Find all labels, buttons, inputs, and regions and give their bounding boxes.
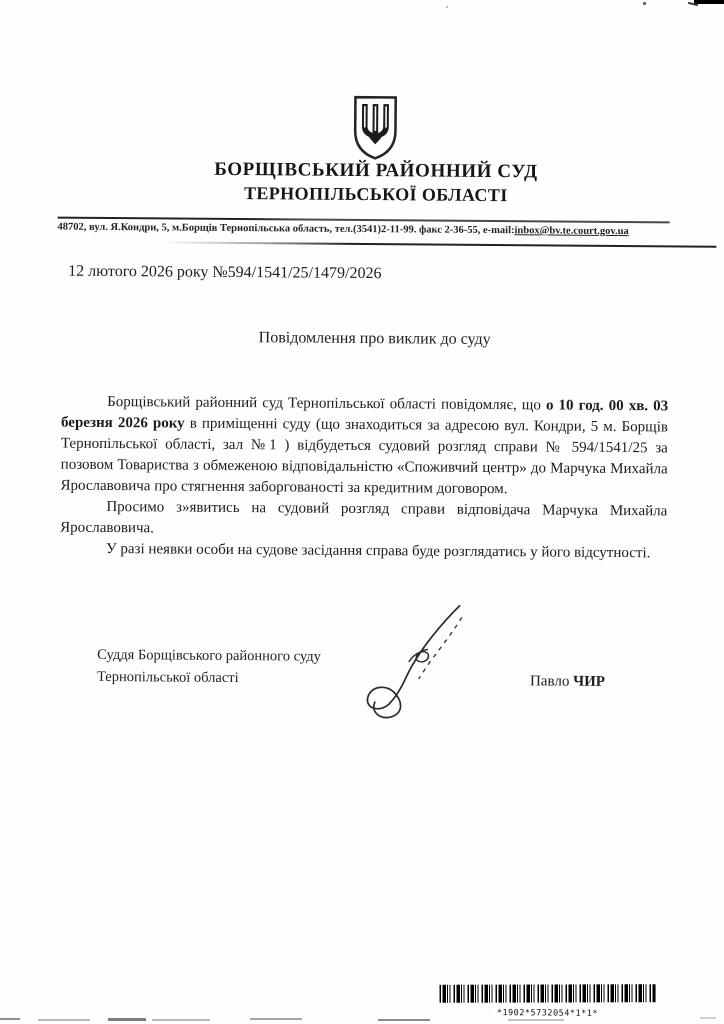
scan-speck <box>446 6 448 8</box>
scan-artifact-corner <box>694 0 724 4</box>
judge-name <box>530 673 605 691</box>
paragraph-appearance-request: Просимо з»явитись на судовий розгляд справи відповідача Марчука Михайла Ярославовича. <box>60 498 668 537</box>
paragraph1-text: Борщівський районний суд Тернопільської області повідомляє, що <box>107 394 547 414</box>
court-address-line <box>58 222 718 238</box>
scan-smudge <box>700 1017 716 1019</box>
barcode-block <box>439 984 655 1022</box>
judge-role-line2: Тернопільської області <box>96 668 239 687</box>
paragraph1-text-continued: в приміщенні суду (що знаходиться за адресою вул. Кондри, 5 м. Борщів Тернопільської області, зал №1 ) відбудеться судовий розгляд справи № 594/1541/25 за позовом Товариства з обмеженою відповідальністю «Споживчий центр» до Марчука Михайла Ярославовича про стягнення заборгованості за кредитним договором. <box>60 415 669 498</box>
email-link[interactable]: inbox@bv.te.court.gov.ua <box>514 225 629 238</box>
judge-first-name: Павло <box>529 673 570 690</box>
court-name <box>31 157 721 207</box>
letterhead-rule-bottom <box>160 241 716 247</box>
judge-handwritten-signature <box>359 597 480 722</box>
barcode <box>440 984 656 1003</box>
scan-smudge <box>108 1018 146 1021</box>
judge-last-name: ЧИР <box>573 673 606 690</box>
paragraph-hearing-notice <box>60 392 668 502</box>
scan-smudge <box>0 1018 20 1020</box>
document-title: Повідомлення про виклик до суду <box>258 329 491 349</box>
paragraph-absence-warning: У разі неявки особи на судове засідання справа буде розглядатись у його відсутності. <box>105 540 651 562</box>
barcode-text: *1902*5732054*1*1* <box>493 1008 602 1019</box>
address-text: 48702, вул. Я.Кондри, 5, м.Борщів Тернопільська область, тел.(3541)2-11-99. факс 2-36-55, e-mail: <box>57 221 515 237</box>
judge-role-line1: Суддя Борщівського районного суду <box>97 646 321 665</box>
scan-smudge <box>250 1018 302 1020</box>
scan-smudge <box>508 1019 564 1021</box>
document-body <box>60 392 668 565</box>
scan-smudge <box>38 1019 90 1021</box>
scan-smudge <box>152 1019 210 1021</box>
court-name-line1: БОРЩІВСЬКИЙ РАЙОННИЙ СУД <box>214 158 538 183</box>
paragraph1-hearing-datetime: о 10 год. 00 хв. 03 березня 2026 року <box>60 397 669 432</box>
scan-smudge <box>378 1019 430 1021</box>
trident-emblem-icon <box>347 95 404 161</box>
court-name-line2: ТЕРНОПІЛЬСЬКОЇ ОБЛАСТІ <box>243 183 508 206</box>
date-reference-line: 12 лютого 2026 року №594/1541/25/1479/2026 <box>68 262 382 283</box>
scan-speck <box>643 2 646 5</box>
judge-role-block <box>97 644 321 690</box>
